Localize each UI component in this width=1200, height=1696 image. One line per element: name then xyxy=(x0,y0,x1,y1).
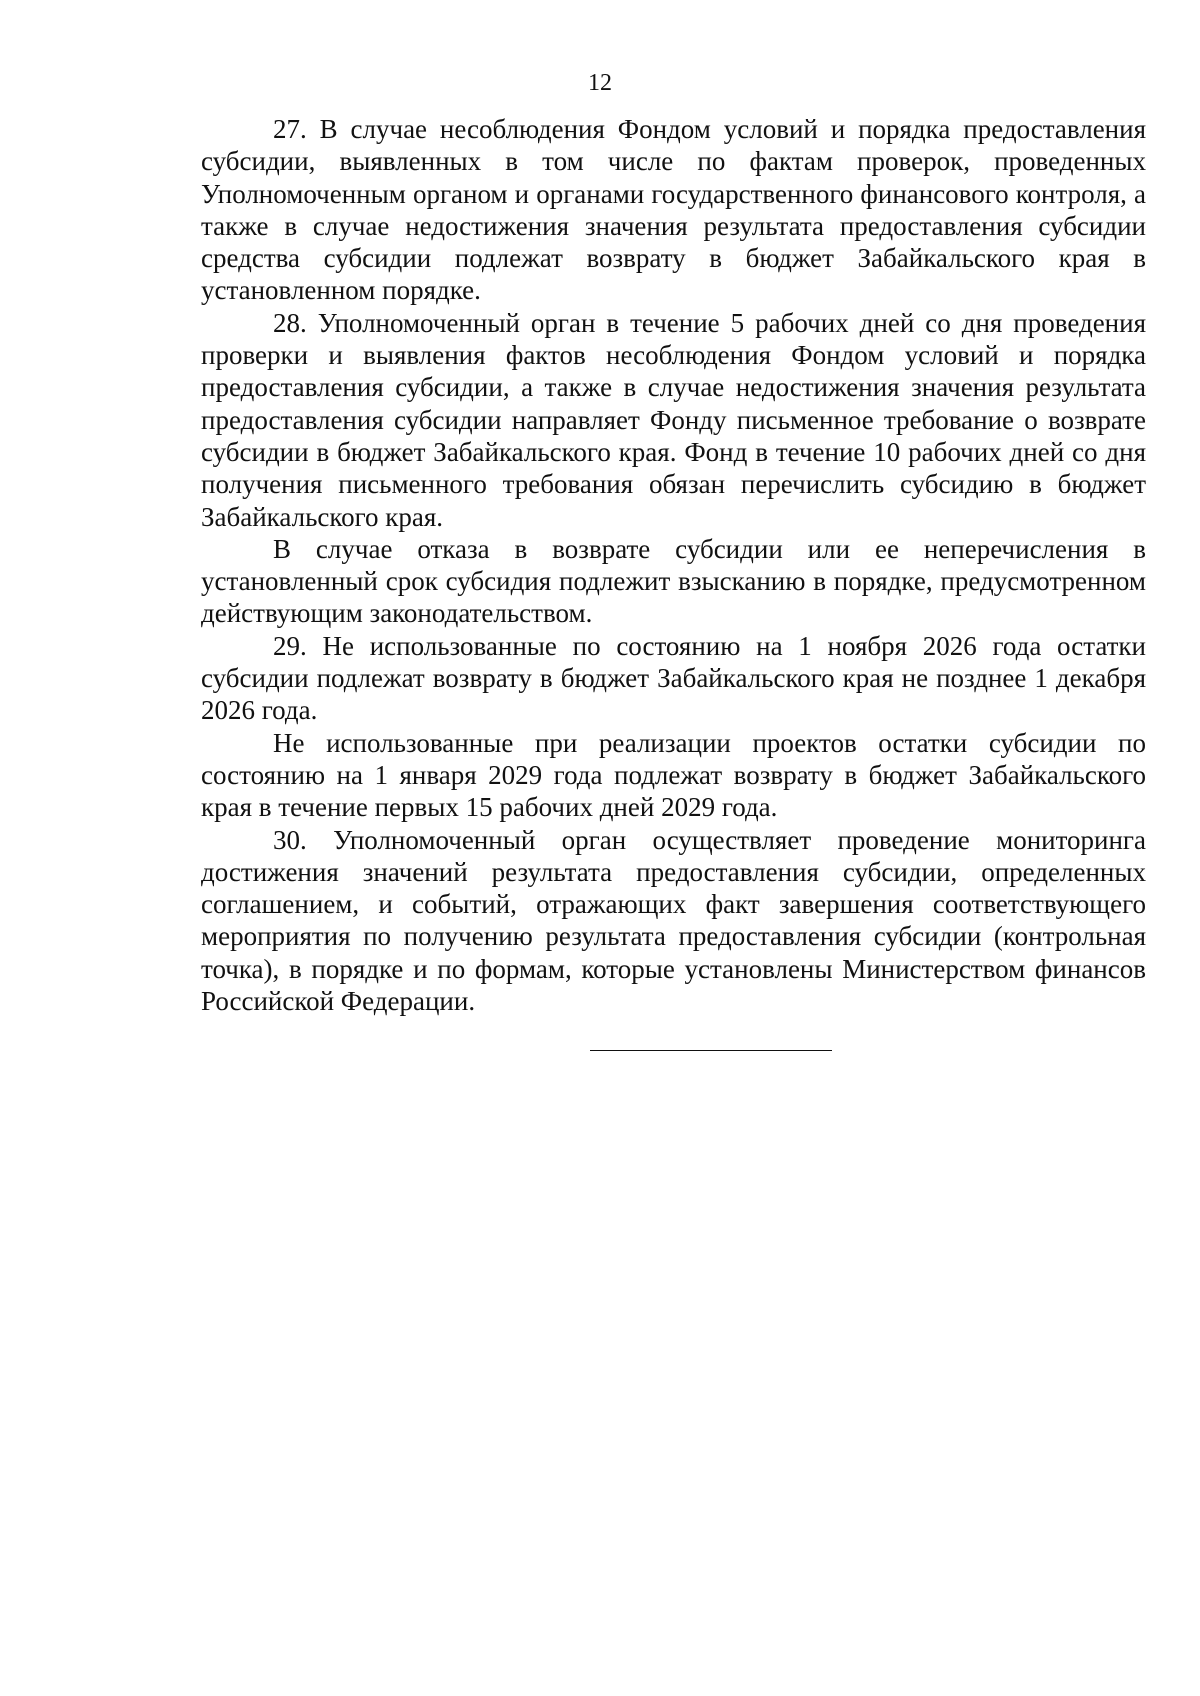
paragraph-29: 29. Не использованные по состоянию на 1 ноября 2026 года остатки субсидии подлежат возврату в бюджет Забайкальского края не позднее 1 декабря 2026 года. xyxy=(201,630,1146,726)
paragraph-28-refusal: В случае отказа в возврате субсидии или ее неперечисления в установленный срок субсидия подлежит взысканию в порядке, предусмотренном действующим законодательством. xyxy=(201,533,1146,629)
document-body xyxy=(201,113,1146,1017)
paragraph-29-projects: Не использованные при реализации проектов остатки субсидии по состоянию на 1 января 2029 года подлежат возврату в бюджет Забайкальского края в течение первых 15 рабочих дней 2029 года. xyxy=(201,727,1146,823)
paragraph-27: 27. В случае несоблюдения Фондом условий и порядка предоставления субсидии, выявленных в том числе по фактам проверок, проведенных Уполномоченным органом и органами государственного финансового контроля, а также в случае недостижения значения результата предоставления субсидии средства субсидии подлежат возврату в бюджет Забайкальского края в установленном порядке. xyxy=(201,114,1146,306)
paragraph-28: 28. Уполномоченный орган в течение 5 рабочих дней со дня проведения проверки и выявления фактов несоблюдения Фондом условий и порядка предоставления субсидии, а также в случае недостижения значения результата предоставления субсидии направляет Фонду письменное требование о возврате субсидии в бюджет Забайкальского края. Фонд в течение 10 рабочих дней со дня получения письменного требования обязан перечислить субсидию в бюджет Забайкальского края. xyxy=(201,307,1146,532)
paragraph-30: 30. Уполномоченный орган осуществляет проведение мониторинга достижения значений результата предоставления субсидии, определенных соглашением, и событий, отражающих факт завершения соответствующего мероприятия по получению результата предоставления субсидии (контрольная точка), в порядке и по формам, которые установлены Министерством финансов Российской Федерации. xyxy=(201,824,1146,1017)
page-number: 12 xyxy=(588,70,612,96)
end-of-document-line xyxy=(590,1050,832,1051)
